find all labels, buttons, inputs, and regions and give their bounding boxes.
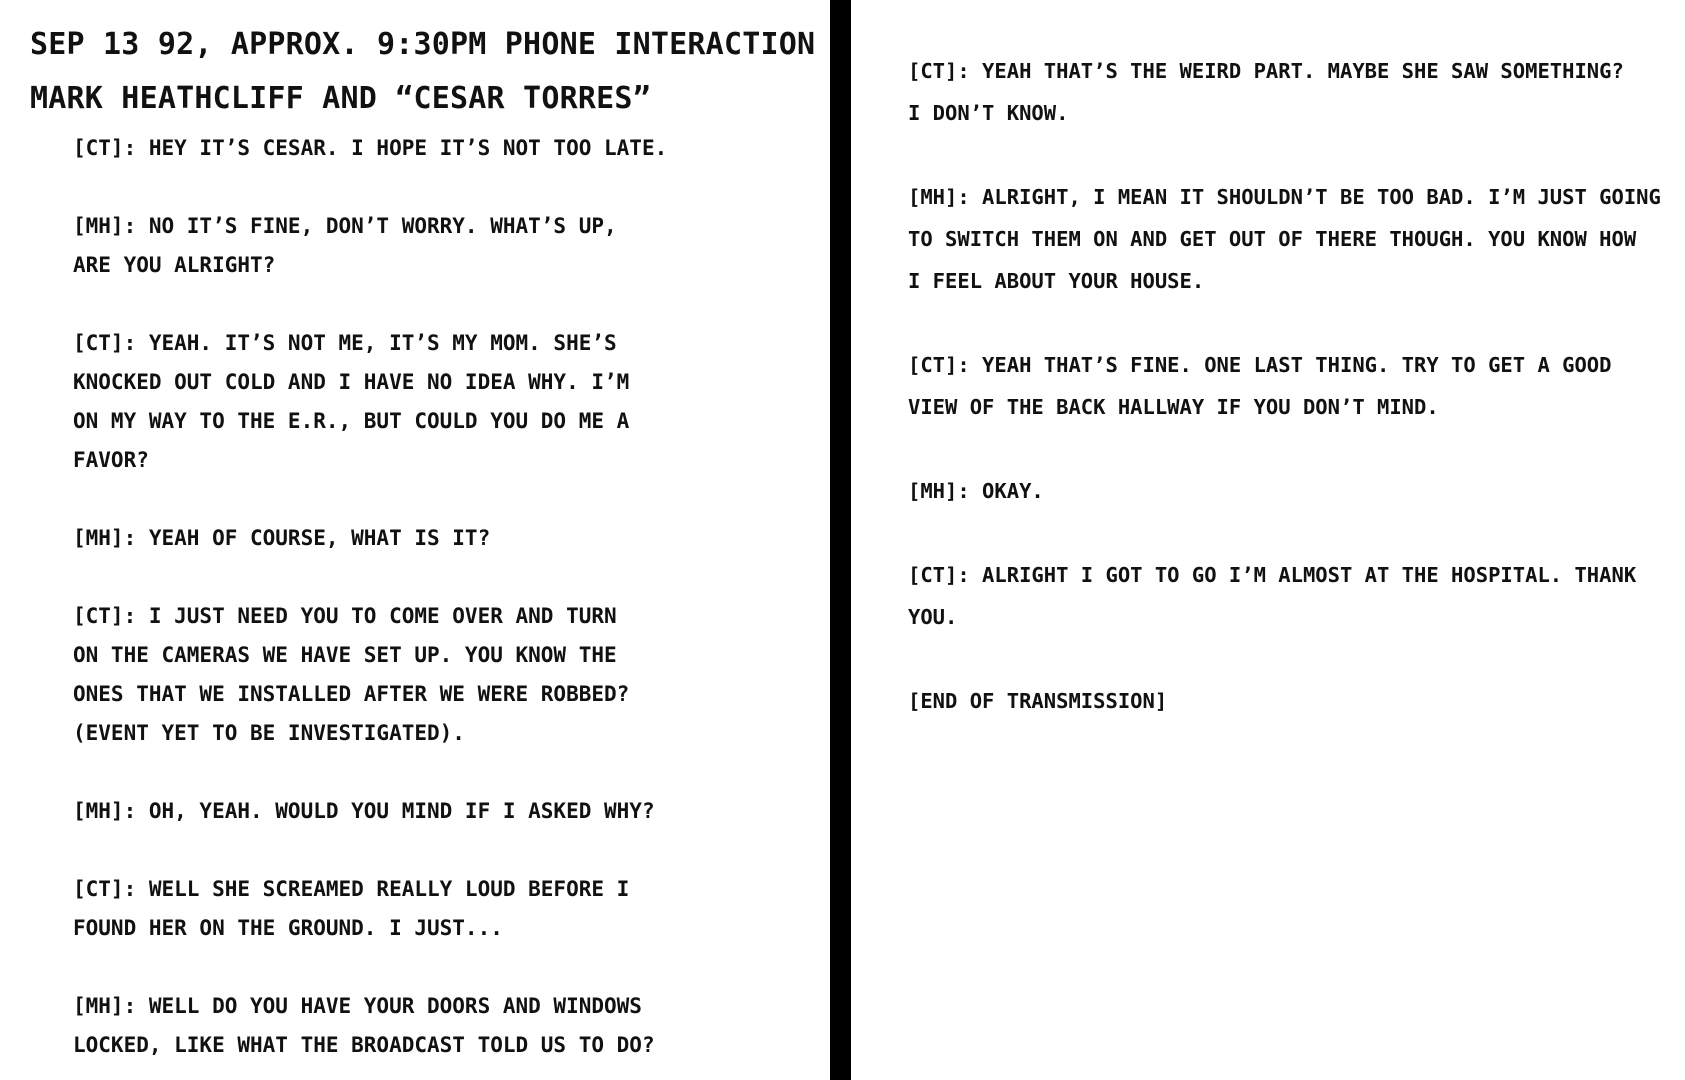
dialogue-line: [CT]: YEAH THAT’S FINE. ONE LAST THING. TRY TO GET A GOOD: [908, 353, 1612, 377]
dialogue-entry: [908, 554, 1678, 638]
dialogue-line: ARE YOU ALRIGHT?: [73, 253, 276, 277]
paragraph-gap: [73, 831, 773, 870]
dialogue-line: ON THE CAMERAS WE HAVE SET UP. YOU KNOW THE: [73, 643, 617, 667]
transcript-page-right: [851, 0, 1685, 1080]
dialogue-entry: [908, 344, 1678, 428]
paragraph-gap: [73, 480, 773, 519]
dialogue-line: ONES THAT WE INSTALLED AFTER WE WERE ROBBED?: [73, 682, 630, 706]
dialogue-line: LOCKED, LIKE WHAT THE BROADCAST TOLD US TO DO?: [73, 1033, 655, 1057]
dialogue-entry: [908, 680, 1678, 722]
transcript-page-left: [0, 0, 830, 1080]
dialogue-line: [MH]: ALRIGHT, I MEAN IT SHOULDN’T BE TOO BAD. I’M JUST GOING: [908, 185, 1661, 209]
dialogue-entry: [73, 792, 773, 831]
dialogue-entry: [73, 519, 773, 558]
transcript-body-left: [73, 129, 773, 1065]
dialogue-line: [END OF TRANSMISSION]: [908, 689, 1168, 713]
transcript-heading-parties: MARK HEATHCLIFF AND “CESAR TORRES”: [30, 81, 651, 116]
dialogue-entry: [73, 129, 773, 168]
dialogue-line: [CT]: YEAH THAT’S THE WEIRD PART. MAYBE SHE SAW SOMETHING?: [908, 59, 1624, 83]
dialogue-line: [MH]: YEAH OF COURSE, WHAT IS IT?: [73, 526, 491, 550]
paragraph-gap: [908, 134, 1678, 176]
dialogue-line: [MH]: NO IT’S FINE, DON’T WORRY. WHAT’S UP,: [73, 214, 617, 238]
paragraph-gap: [73, 168, 773, 207]
dialogue-line: I DON’T KNOW.: [908, 101, 1069, 125]
paragraph-gap: [73, 285, 773, 324]
dialogue-line: ON MY WAY TO THE E.R., BUT COULD YOU DO ME A: [73, 409, 630, 433]
paragraph-gap: [908, 638, 1678, 680]
paragraph-gap: [908, 302, 1678, 344]
dialogue-line: [CT]: HEY IT’S CESAR. I HOPE IT’S NOT TOO LATE.: [73, 136, 668, 160]
dialogue-line: KNOCKED OUT COLD AND I HAVE NO IDEA WHY. I’M: [73, 370, 630, 394]
dialogue-line: FAVOR?: [73, 448, 149, 472]
paragraph-gap: [73, 558, 773, 597]
dialogue-entry: [908, 470, 1678, 512]
dialogue-line: [MH]: OH, YEAH. WOULD YOU MIND IF I ASKED WHY?: [73, 799, 655, 823]
dialogue-entry: [73, 870, 773, 948]
page-divider: [830, 0, 851, 1080]
dialogue-entry: [73, 987, 773, 1065]
dialogue-entry: [73, 324, 773, 480]
paragraph-gap: [908, 428, 1678, 470]
paragraph-gap: [73, 753, 773, 792]
dialogue-line: [CT]: WELL SHE SCREAMED REALLY LOUD BEFORE I: [73, 877, 630, 901]
dialogue-line: VIEW OF THE BACK HALLWAY IF YOU DON’T MIND.: [908, 395, 1439, 419]
dialogue-line: I FEEL ABOUT YOUR HOUSE.: [908, 269, 1205, 293]
dialogue-entry: [908, 50, 1678, 134]
dialogue-line: YOU.: [908, 605, 958, 629]
dialogue-entry: [73, 597, 773, 753]
dialogue-entry: [73, 207, 773, 285]
dialogue-line: [MH]: WELL DO YOU HAVE YOUR DOORS AND WINDOWS: [73, 994, 642, 1018]
dialogue-entry: [908, 176, 1678, 302]
dialogue-line: [CT]: ALRIGHT I GOT TO GO I’M ALMOST AT THE HOSPITAL. THANK: [908, 563, 1637, 587]
transcript-heading-date: SEP 13 92, APPROX. 9:30PM PHONE INTERACTION: [30, 27, 816, 62]
dialogue-line: [CT]: I JUST NEED YOU TO COME OVER AND TURN: [73, 604, 617, 628]
dialogue-line: TO SWITCH THEM ON AND GET OUT OF THERE THOUGH. YOU KNOW HOW: [908, 227, 1637, 251]
paragraph-gap: [908, 512, 1678, 554]
transcript-body-right: [908, 50, 1678, 722]
dialogue-line: (EVENT YET TO BE INVESTIGATED).: [73, 721, 465, 745]
dialogue-line: [MH]: OKAY.: [908, 479, 1044, 503]
paragraph-gap: [73, 948, 773, 987]
dialogue-line: FOUND HER ON THE GROUND. I JUST...: [73, 916, 503, 940]
dialogue-line: [CT]: YEAH. IT’S NOT ME, IT’S MY MOM. SHE’S: [73, 331, 617, 355]
